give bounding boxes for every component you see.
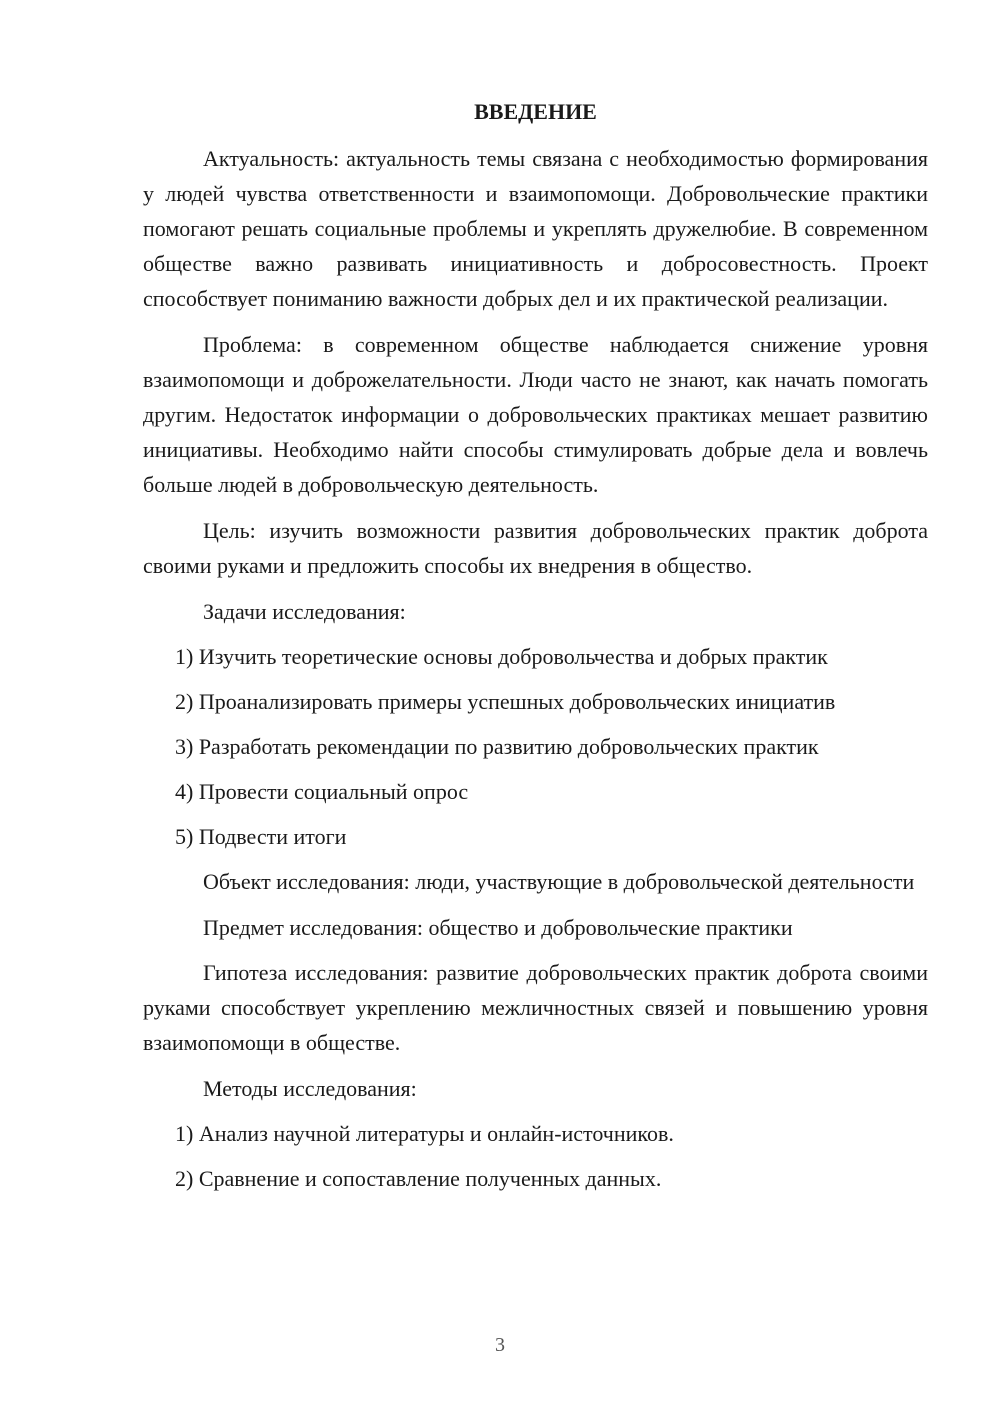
relevance-paragraph: Актуальность: актуальность темы связана с необходимостью формирования у людей чувства ответственности и взаимопомощи. Добровольческие практики помогают решать социальные проблемы и укреплять дружелюбие. В современном обществе важно развивать инициативность и добросовестность. Проект способствует пониманию важности добрых дел и их практической реализации. xyxy=(143,146,928,311)
page-title: ВВЕДЕНИЕ xyxy=(474,99,597,124)
list-item: 5) Подвести итоги xyxy=(175,824,347,849)
page-number: 3 xyxy=(495,1334,505,1356)
document-page xyxy=(143,94,928,1206)
list-item: 3) Разработать рекомендации по развитию добровольческих практик xyxy=(175,734,819,759)
list-item: 1) Изучить теоретические основы добровольчества и добрых практик xyxy=(175,644,828,669)
list-item: 4) Провести социальный опрос xyxy=(175,779,469,804)
list-item: 1) Анализ научной литературы и онлайн-источников. xyxy=(175,1121,674,1146)
list-item: 2) Проанализировать примеры успешных добровольческих инициатив xyxy=(175,689,836,714)
object-paragraph: Объект исследования: люди, участвующие в добровольческой деятельности xyxy=(203,869,915,894)
methods-heading: Методы исследования: xyxy=(203,1076,417,1101)
methods-list xyxy=(143,1116,928,1196)
list-item: 2) Сравнение и сопоставление полученных данных. xyxy=(175,1166,662,1191)
tasks-list xyxy=(143,639,928,854)
goal-paragraph: Цель: изучить возможности развития добровольческих практик доброта своими руками и предложить способы их внедрения в общество. xyxy=(143,518,928,578)
hypothesis-paragraph: Гипотеза исследования: развитие добровольческих практик доброта своими руками способствует укреплению межличностных связей и повышению уровня взаимопомощи в обществе. xyxy=(143,960,928,1055)
subject-paragraph: Предмет исследования: общество и добровольческие практики xyxy=(203,915,793,940)
problem-paragraph: Проблема: в современном обществе наблюдается снижение уровня взаимопомощи и доброжелательности. Люди часто не знают, как начать помогать другим. Недостаток информации о добровольческих практиках мешает развитию инициативы. Необходимо найти способы стимулировать добрые дела и вовлечь больше людей в добровольческую деятельность. xyxy=(143,332,928,497)
tasks-heading: Задачи исследования: xyxy=(203,599,406,624)
